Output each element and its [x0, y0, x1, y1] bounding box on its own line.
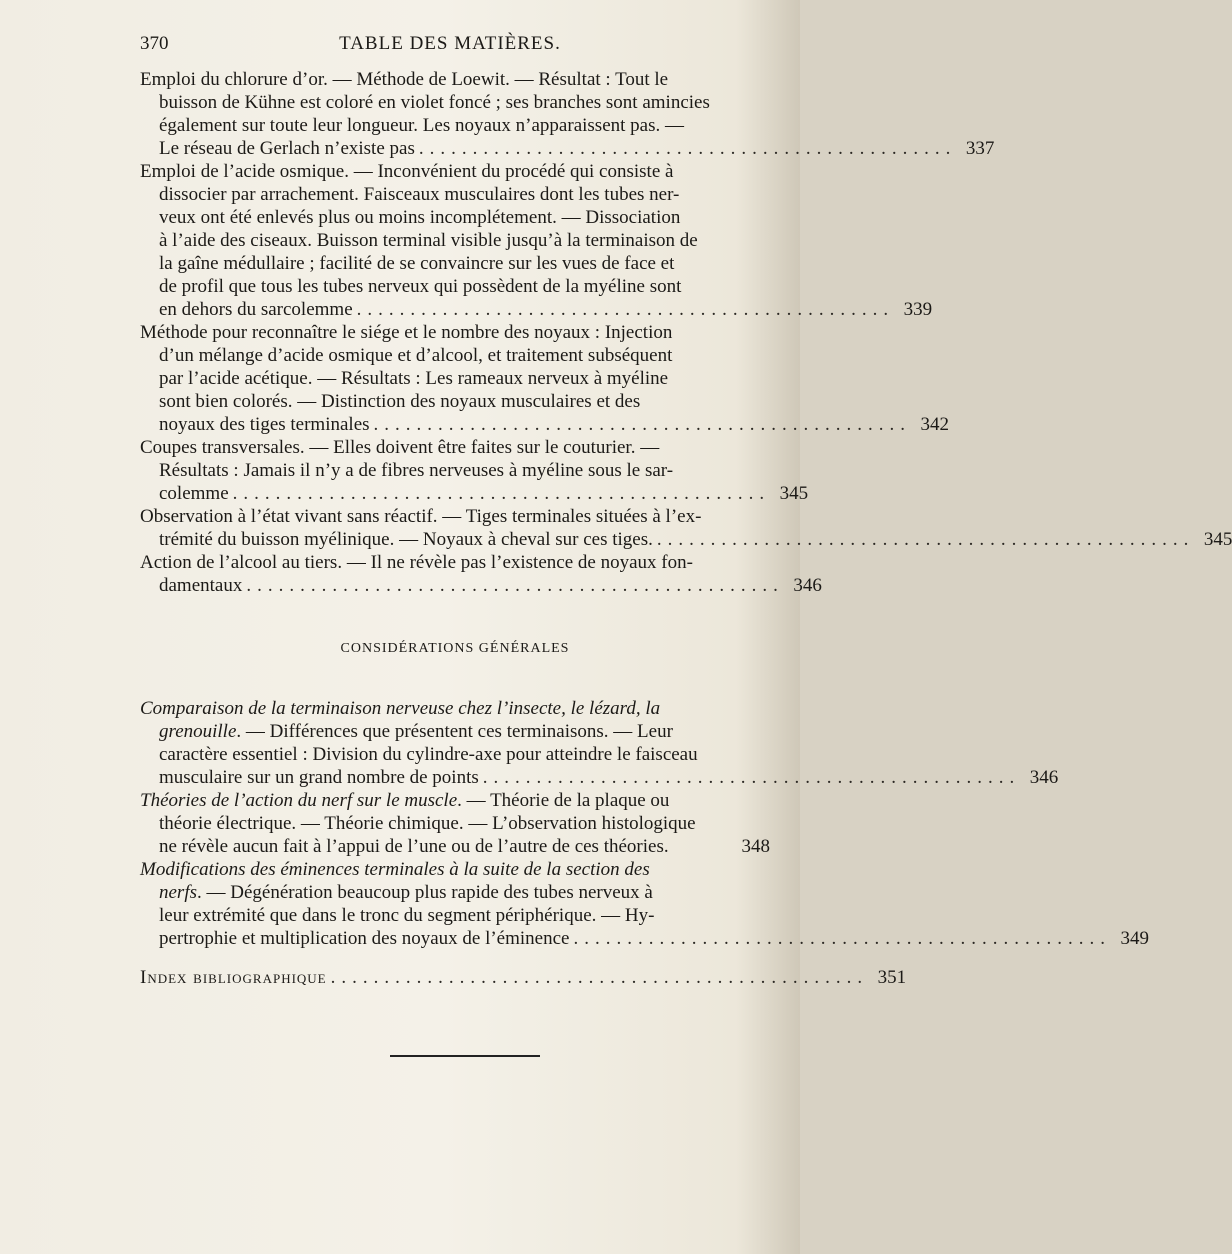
entry-italic-text: Comparaison de la terminaison nerveuse chez l’insecte, le lézard, la	[140, 698, 661, 719]
toc-entry	[140, 697, 1059, 789]
toc-entry	[140, 789, 770, 858]
entry-italic-text: grenouille	[159, 721, 237, 742]
toc-entry	[140, 68, 995, 160]
dot-leader: ..................................................	[232, 483, 771, 504]
entry-text: dissocier par arrachement. Faisceaux musculaires dont les tubes ner-	[159, 184, 680, 205]
entry-page-number: 342	[920, 414, 950, 435]
entry-italic-text: Modifications des éminences terminales à la suite de la section des	[140, 859, 650, 880]
entry-text: noyaux des tiges terminales	[159, 414, 370, 435]
entry-text: musculaire sur un grand nombre de points	[159, 767, 479, 788]
entry-text: de profil que tous les tubes nerveux qui possèdent de la myéline sont	[159, 276, 682, 297]
toc-entry-index	[140, 966, 907, 989]
entry-text: Méthode pour reconnaître le siége et le nombre des noyaux : Injection	[140, 322, 673, 343]
entry-text: d’un mélange d’acide osmique et d’alcool, et traitement subséquent	[159, 345, 673, 366]
entry-text: Action de l’alcool au tiers. — Il ne révèle pas l’existence de noyaux fon-	[140, 552, 693, 573]
dot-leader: ..................................................	[418, 138, 957, 159]
entry-text: Coupes transversales. — Elles doivent être faites sur le couturier. —	[140, 437, 660, 458]
entry-text: . — Théorie de la plaque ou	[457, 790, 670, 811]
page-header	[140, 33, 760, 63]
entry-page-number: 346	[1029, 767, 1059, 788]
toc-entry	[140, 505, 1232, 551]
dot-leader: ..................................................	[656, 529, 1195, 550]
entry-text: trémité du buisson myélinique. — Noyaux à cheval sur ces tiges.	[159, 529, 653, 550]
entry-text: théorie électrique. — Théorie chimique. — L’observation histologique	[159, 813, 696, 834]
table-of-contents	[140, 68, 1232, 989]
entry-text: Observation à l’état vivant sans réactif. — Tiges terminales situées à l’ex-	[140, 506, 702, 527]
dot-leader: ..................................................	[356, 299, 895, 320]
toc-entry	[140, 321, 950, 436]
page-number: 370	[140, 33, 169, 54]
entry-text: Emploi du chlorure d’or. — Méthode de Loewit. — Résultat : Tout le	[140, 69, 669, 90]
entry-text: Le réseau de Gerlach n’existe pas	[159, 138, 415, 159]
entry-text: . — Dégénération beaucoup plus rapide des tubes nerveux à	[197, 882, 653, 903]
entry-text: par l’acide acétique. — Résultats : Les rameaux nerveux à myéline	[159, 368, 669, 389]
entry-text: colemme	[159, 483, 229, 504]
entry-text: buisson de Kühne est coloré en violet foncé ; ses branches sont amincies	[159, 92, 710, 113]
entry-page-number: 348	[741, 836, 770, 857]
entry-text: sont bien colorés. — Distinction des noyaux musculaires et des	[159, 391, 641, 412]
dot-leader: ..................................................	[330, 967, 869, 988]
toc-entry	[140, 858, 1149, 950]
entry-text: ne révèle aucun fait à l’appui de l’une ou de l’autre de ces théories.	[159, 836, 669, 857]
section-title: CONSIDÉRATIONS GÉNÉRALES	[340, 641, 570, 656]
entry-text: caractère essentiel : Division du cylindre-axe pour atteindre le faisceau	[159, 744, 698, 765]
dot-leader: ..................................................	[373, 414, 912, 435]
dot-leader: ..................................................	[246, 575, 784, 596]
entry-page-number: 351	[877, 967, 907, 988]
entry-text: en dehors du sarcolemme	[159, 299, 353, 320]
entry-text: pertrophie et multiplication des noyaux de l’éminence	[159, 928, 570, 949]
entry-page-number: 339	[903, 299, 933, 320]
entry-page-number: 346	[793, 575, 822, 596]
entry-text: Emploi de l’acide osmique. — Inconvénient du procédé qui consiste à	[140, 161, 674, 182]
entry-text: veux ont été enlevés plus ou moins incomplétement. — Dissociation	[159, 207, 681, 228]
entry-page-number: 349	[1120, 928, 1149, 949]
toc-entry	[140, 436, 809, 505]
entry-page-number: 337	[965, 138, 995, 159]
entry-italic-text: Théories de l’action du nerf sur le muscle	[140, 790, 458, 811]
closing-rule	[390, 1055, 540, 1057]
entry-text: à l’aide des ciseaux. Buisson terminal visible jusqu’à la terminaison de	[159, 230, 698, 251]
running-title: TABLE DES MATIÈRES.	[339, 33, 561, 54]
dot-leader: ..................................................	[482, 767, 1021, 788]
entry-italic-text: nerfs	[159, 882, 197, 903]
index-label: Index bibliographique	[140, 967, 327, 988]
entry-text: également sur toute leur longueur. Les noyaux n’apparaissent pas. —	[159, 115, 684, 136]
entry-text: . — Différences que présentent ces terminaisons. — Leur	[236, 721, 673, 742]
toc-entry	[140, 160, 933, 321]
entry-text: leur extrémité que dans le tronc du segment périphérique. — Hy-	[159, 905, 655, 926]
entry-page-number: 345	[1203, 529, 1232, 550]
entry-page-number: 345	[779, 483, 809, 504]
entry-text: Résultats : Jamais il n’y a de fibres nerveuses à myéline sous le sar-	[159, 460, 674, 481]
dot-leader: ..................................................	[573, 928, 1111, 949]
entry-text: la gaîne médullaire ; facilité de se convaincre sur les vues de face et	[159, 253, 675, 274]
toc-entry	[140, 551, 822, 597]
entry-text: damentaux	[159, 575, 243, 596]
